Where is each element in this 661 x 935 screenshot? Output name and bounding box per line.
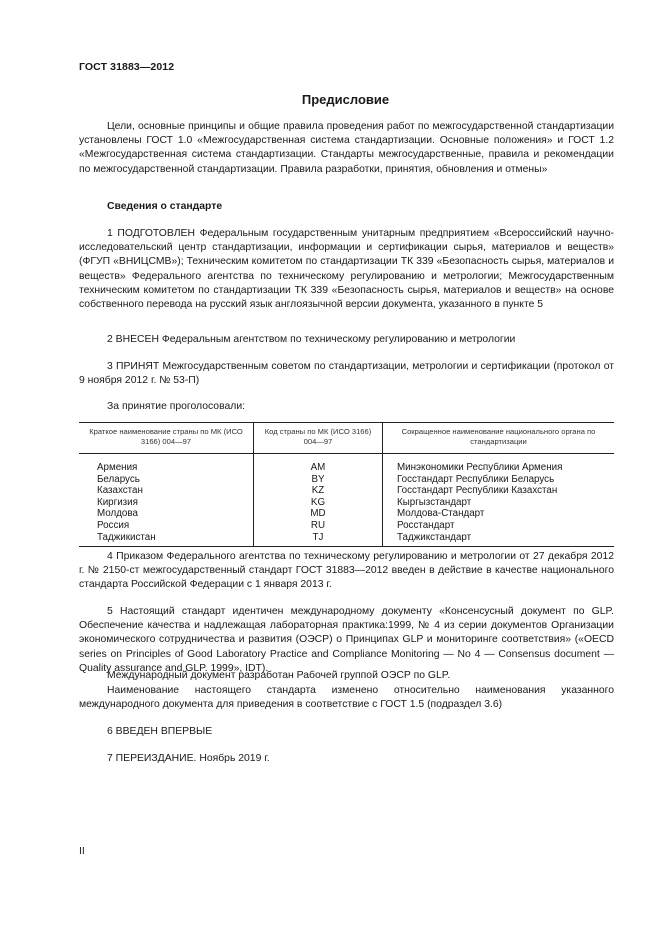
item-2-submitted: 2 ВНЕСЕН Федеральным агентством по техническому регулированию и метрологии xyxy=(107,334,516,345)
voted-label: За принятие проголосовали: xyxy=(107,401,246,412)
document-id-header: ГОСТ 31883—2012 xyxy=(79,61,175,73)
country-code: TJ xyxy=(254,532,383,547)
table-row xyxy=(79,532,614,547)
voting-states-table xyxy=(79,422,614,547)
standards-body: Кыргызстандарт xyxy=(397,496,472,508)
table-header-code: Код страны по МК (ИСО 3166) 004—97 xyxy=(254,423,383,454)
country-name: Таджикистан xyxy=(79,532,254,547)
table-row xyxy=(79,485,614,497)
table-row xyxy=(79,508,614,520)
country-code: AM xyxy=(254,454,383,474)
country-name: Беларусь xyxy=(79,474,254,486)
standards-body: Госстандарт Республики Беларусь xyxy=(397,473,555,485)
country-name: Киргизия xyxy=(79,497,254,509)
page-title: Предисловие xyxy=(301,92,390,107)
table-header-row xyxy=(79,423,614,454)
item-5-identical: 5 Настоящий стандарт идентичен международному документу «Консенсусный документ по GLP. Обеспечение качества и надлежащая лабораторная практика:1999, № 4 из серии документов Организации экономического сотрудничества и развития (ОЭСР) о Принципах GLP и мониторинге соответствия» («OECD series on Principles of Good Laboratory Practice and Compliance Monitoring — No 4 — Consensus document — Quality assurance and GLP. 1999», IDT). xyxy=(79,606,614,674)
item-5-name-change: Наименование настоящего стандарта изменено относительно наименования указанного международного документа для приведения в соответствие с ГОСТ 1.5 (подраздел 3.6) xyxy=(79,685,614,711)
intro-paragraph: Цели, основные принципы и общие правила проведения работ по межгосударственной стандартизации установлены ГОСТ 1.0 «Межгосударственная система стандартизации. Основные положения» и ГОСТ 1.2 «Межгосударственная система стандартизации. Стандарты межгосударственные, правила и рекомендации по межгосударственной стандартизации. Правила разработки, принятия, обновления и отмены» xyxy=(79,121,614,175)
item-7-reissue: 7 ПЕРЕИЗДАНИЕ. Ноябрь 2019 г. xyxy=(107,753,270,764)
country-code: BY xyxy=(254,474,383,486)
item-5-developer: Международный документ разработан Рабочей группой ОЭСР по GLP. xyxy=(107,670,451,681)
item-3-adopted: 3 ПРИНЯТ Межгосударственным советом по стандартизации, метрологии и сертификации (протокол от 9 ноября 2012 г. № 53-П) xyxy=(79,361,614,387)
table-row xyxy=(79,520,614,532)
standards-body: Таджикстандарт xyxy=(383,532,615,547)
country-code: RU xyxy=(254,520,383,532)
standards-body: Молдова-Стандарт xyxy=(397,508,485,520)
country-name: Армения xyxy=(79,454,254,474)
standards-body: Росстандарт xyxy=(397,519,455,531)
item-1-prepared: 1 ПОДГОТОВЛЕН Федеральным государственным унитарным предприятием «Всероссийский научно-исследовательский центр стандартизации, информации и сертификации сырья, материалов и веществ» (ФГУП «ВНИЦСМВ»); Техническим комитетом по стандартизации ТК 339 «Безопасность сырья, материалов и веществ» Федерального агентства по техническому регулированию и метрологии; Межгосударственным техническим комитетом по стандартизации ТК 339 «Безопасность сырья, материалов и веществ» на основе собственного перевода на русский язык англоязычной версии документа, указанного в пункте 5 xyxy=(79,228,614,311)
table-header-body: Сокращенное наименование национального органа по стандартизации xyxy=(383,423,615,454)
table-row xyxy=(79,497,614,509)
country-name: Казахстан xyxy=(79,485,254,497)
table-header-country: Краткое наименование страны по МК (ИСО 3166) 004—97 xyxy=(79,423,254,454)
country-code: KZ xyxy=(254,485,383,497)
table-row xyxy=(79,454,614,474)
standards-body: Госстандарт Республики Казахстан xyxy=(397,485,558,497)
country-code: KG xyxy=(254,497,383,509)
page-number: II xyxy=(79,845,85,857)
country-name: Россия xyxy=(79,520,254,532)
standards-body: Минэкономики Республики Армения xyxy=(397,462,563,473)
country-name: Молдова xyxy=(79,508,254,520)
item-6-introduced: 6 ВВЕДЕН ВПЕРВЫЕ xyxy=(107,726,213,737)
country-code: MD xyxy=(254,508,383,520)
item-4-order: 4 Приказом Федерального агентства по техническому регулированию и метрологии от 27 декабря 2012 г. № 2150-ст межгосударственный стандарт ГОСТ 31883—2012 введен в действие в качестве национального стандарта Российской Федерации с 1 января 2013 г. xyxy=(79,551,614,591)
table-row xyxy=(79,474,614,486)
info-heading: Сведения о стандарте xyxy=(107,201,223,212)
